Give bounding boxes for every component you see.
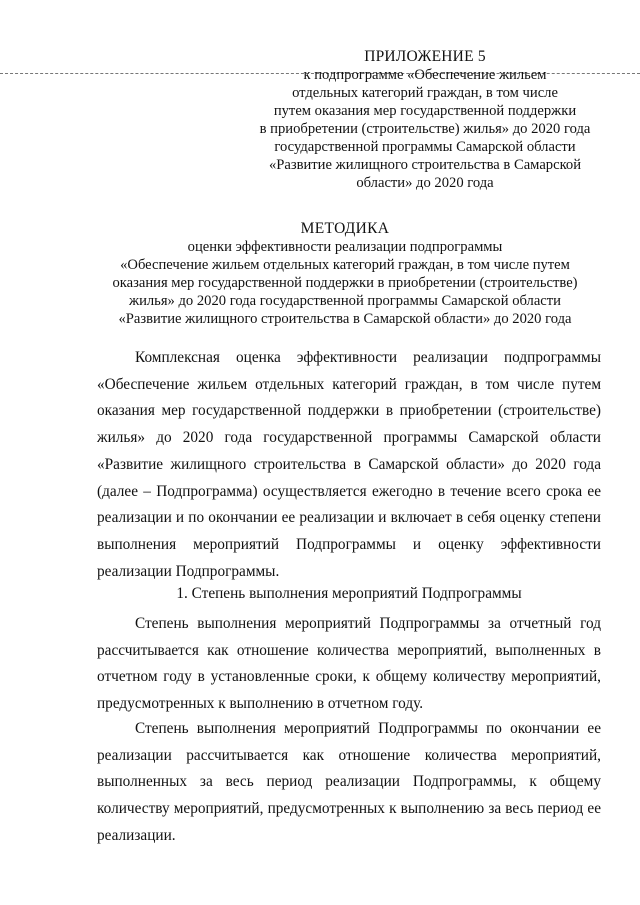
body-paragraph-3: Степень выполнения мероприятий Подпрограммы по окончании ее реализации рассчитывается как отношение количества мероприятий, выполненных за весь период реализации Подпрограммы, к общему количеству мероприятий, предусмотренных к выполнению за весь период ее реализации. — [97, 720, 601, 844]
methodology-title: МЕТОДИКА — [300, 220, 390, 237]
appendix-header — [255, 48, 595, 192]
methodology-line: «Развитие жилищного строительства в Самарской области» до 2020 года — [118, 311, 572, 327]
appendix-line: в приобретении (строительстве) жилья» до 2020 года — [259, 121, 591, 137]
appendix-line: области» до 2020 года — [356, 175, 494, 191]
body-paragraph-1: Комплексная оценка эффективности реализации подпрограммы «Обеспечение жильем отдельных категорий граждан, в том числе путем оказания мер государственной поддержки в приобретении (строительстве) жилья» до 2020 года государственной программы Самарской области «Развитие жилищного строительства в Самарской области» до 2020 года (далее – Подпрограмма) осуществляется ежегодно в течение всего срока ее реализации и по окончании ее реализации и включает в себя оценку степени выполнения мероприятий Подпрограммы и оценку эффективности реализации Подпрограммы. — [97, 349, 601, 580]
section-1-heading: 1. Степень выполнения мероприятий Подпрограммы — [176, 585, 522, 602]
body-paragraph-2: Степень выполнения мероприятий Подпрограммы за отчетный год рассчитывается как отношение количества мероприятий, выполненных в отчетном году в установленные сроки, к общему количеству мероприятий, предусмотренных к выполнению в отчетном году. — [97, 615, 601, 713]
appendix-line: путем оказания мер государственной поддержки — [273, 103, 577, 119]
methodology-line: жилья» до 2020 года государственной программы Самарской области — [129, 293, 561, 309]
appendix-line: «Развитие жилищного строительства в Самарской — [268, 157, 582, 173]
methodology-line: оценки эффективности реализации подпрограммы — [187, 239, 503, 255]
methodology-line: «Обеспечение жильем отдельных категорий граждан, в том числе путем — [120, 257, 570, 273]
appendix-line: отдельных категорий граждан, в том числе — [292, 85, 558, 101]
methodology-line: оказания мер государственной поддержки в приобретении (строительстве) — [112, 275, 578, 291]
appendix-title: ПРИЛОЖЕНИЕ 5 — [364, 48, 486, 65]
appendix-line: к подпрограмме «Обеспечение жильем — [303, 67, 547, 83]
methodology-heading — [80, 220, 610, 328]
appendix-line: государственной программы Самарской области — [274, 139, 576, 155]
